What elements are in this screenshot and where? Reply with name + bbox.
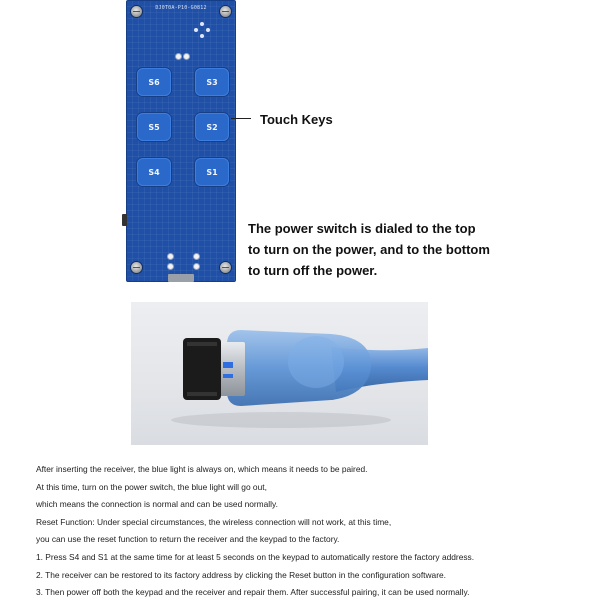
- instruction-line: which means the connection is normal and can be used normally.: [36, 499, 278, 510]
- touch-keys-leader-line: [231, 118, 251, 119]
- screw-top-right: [220, 6, 231, 17]
- via: [200, 34, 204, 38]
- power-switch-note: [248, 218, 548, 281]
- instruction-line: At this time, turn on the power switch, the blue light will go out,: [36, 481, 267, 492]
- instruction-line: After inserting the receiver, the blue light is always on, which means it needs to be paired.: [36, 464, 368, 474]
- solder-pad: [176, 54, 181, 59]
- usb-receiver-illustration: [131, 302, 428, 445]
- instruction-line: you can use the reset function to return the receiver and the keypad to the factory.: [36, 534, 340, 545]
- solder-pad: [168, 264, 173, 269]
- instruction-line: 2. The receiver can be restored to its factory address by clicking the Reset button in the configuration software.: [36, 569, 446, 580]
- power-note-line: The power switch is dialed to the top: [248, 221, 476, 236]
- power-note-line: to turn on the power, and to the bottom: [248, 242, 490, 257]
- solder-pad: [168, 254, 173, 259]
- screw-bottom-right: [220, 262, 231, 273]
- power-switch: [122, 214, 127, 226]
- pcb-silkscreen-text: DJ0T0A-P10-G0812: [155, 5, 207, 11]
- usb-connector: [168, 274, 194, 282]
- pcb-board: [126, 0, 236, 282]
- touch-key-s4: S4: [137, 158, 171, 186]
- touch-key-s3: S3: [195, 68, 229, 96]
- screw-bottom-left: [131, 262, 142, 273]
- instruction-line: Reset Function: Under special circumstances, the wireless connection will not work, at this time,: [36, 516, 392, 527]
- instruction-line: 3. Then power off both the keypad and the receiver and repair them. After successful pairing, it can be used normally.: [36, 587, 470, 598]
- solder-pad: [194, 264, 199, 269]
- via: [194, 28, 198, 32]
- instructions-text: [36, 461, 591, 602]
- usb-receiver-photo: [131, 302, 428, 445]
- via: [206, 28, 210, 32]
- touch-key-s5: S5: [137, 113, 171, 141]
- instruction-line: 1. Press S4 and S1 at the same time for at least 5 seconds on the keypad to automatically restore the factory address.: [36, 551, 475, 562]
- power-note-line: to turn off the power.: [248, 263, 378, 278]
- solder-pad: [184, 54, 189, 59]
- solder-pad: [194, 254, 199, 259]
- touch-key-s6: S6: [137, 68, 171, 96]
- touch-keys-label: Touch Keys: [260, 112, 333, 127]
- touch-key-s1: S1: [195, 158, 229, 186]
- via: [200, 22, 204, 26]
- screw-top-left: [131, 6, 142, 17]
- touch-key-s2: S2: [195, 113, 229, 141]
